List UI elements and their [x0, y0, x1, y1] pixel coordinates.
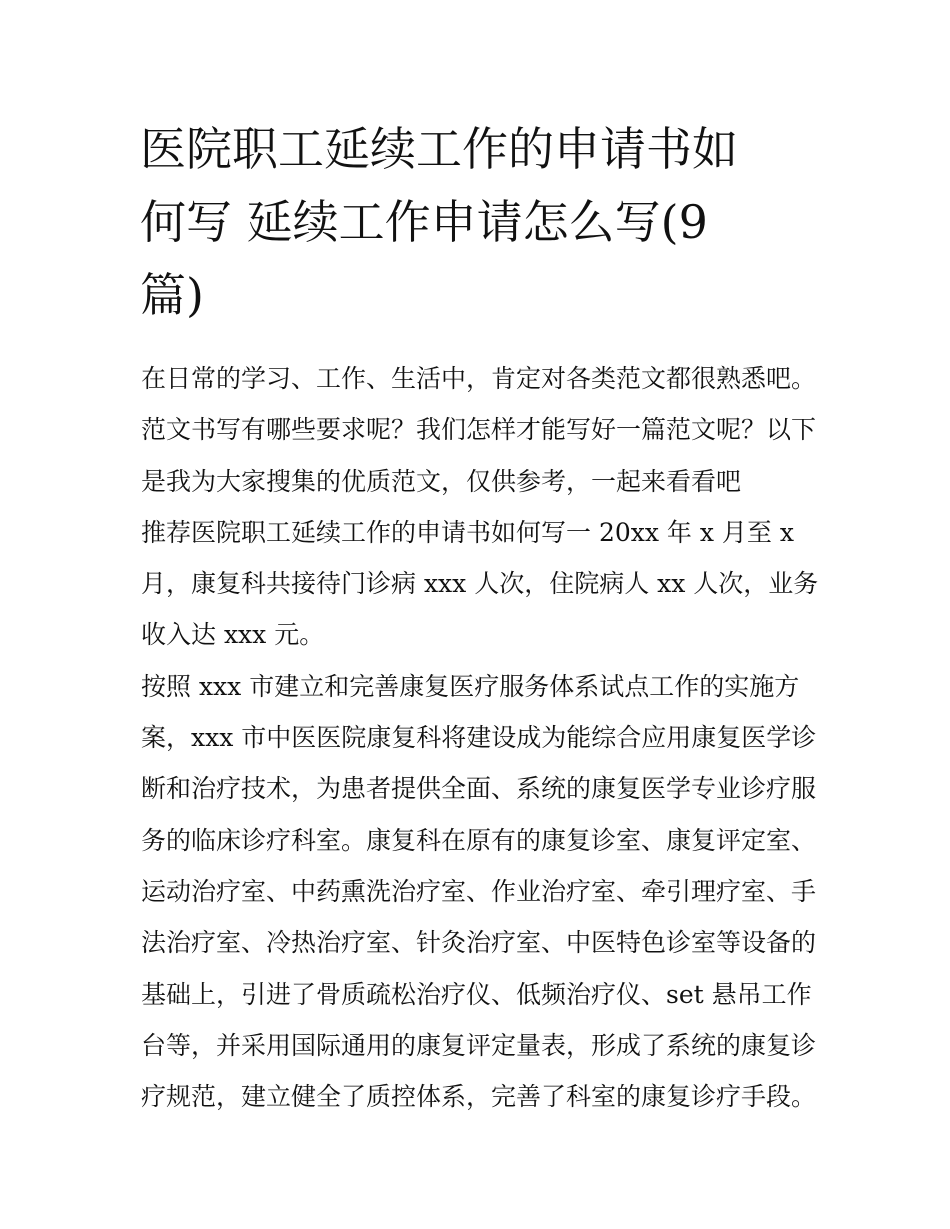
body-line: 按照 xxx 市建立和完善康复医疗服务体系试点工作的实施方: [141, 671, 800, 701]
body-line: 收入达 xxx 元。: [141, 620, 325, 650]
title-line: 何写 延续工作申请怎么写(9: [140, 195, 708, 249]
body-line: 月，康复科共接待门诊病 xxx 人次，住院病人 xx 人次，业务: [141, 569, 819, 599]
body-line: 法治疗室、冷热治疗室、针灸治疗室、中医特色诊室等设备的: [141, 928, 817, 958]
body-line: 基础上，引进了骨质疏松治疗仪、低频治疗仪、set 悬吊工作: [141, 979, 812, 1009]
body-line: 案，xxx 市中医医院康复科将建设成为能综合应用康复医学诊: [141, 723, 817, 753]
title-line: 篇): [140, 268, 204, 322]
document-title: [140, 113, 820, 332]
body-line: 推荐医院职工延续工作的申请书如何写一 20xx 年 x 月至 x: [141, 517, 794, 547]
body-line: 疗规范，建立健全了质控体系，完善了科室的康复诊疗手段。: [141, 1082, 817, 1112]
body-line: 台等，并采用国际通用的康复评定量表，形成了系统的康复诊: [141, 1030, 817, 1060]
body-line: 范文书写有哪些要求呢？我们怎样才能写好一篇范文呢？以下: [141, 415, 817, 445]
body-line: 务的临床诊疗科室。康复科在原有的康复诊室、康复评定室、: [141, 825, 817, 855]
body-line: 运动治疗室、中药熏洗治疗室、作业治疗室、牵引理疗室、手: [141, 876, 817, 906]
body-line: 在日常的学习、工作、生活中，肯定对各类范文都很熟悉吧。: [141, 364, 817, 393]
document-body: [141, 359, 821, 1128]
title-line: 医院职工延续工作的申请书如: [140, 122, 738, 176]
body-line: 断和治疗技术，为患者提供全面、系统的康复医学专业诊疗服: [141, 774, 817, 804]
body-line: 是我为大家搜集的优质范文，仅供参考，一起来看看吧: [141, 466, 742, 496]
